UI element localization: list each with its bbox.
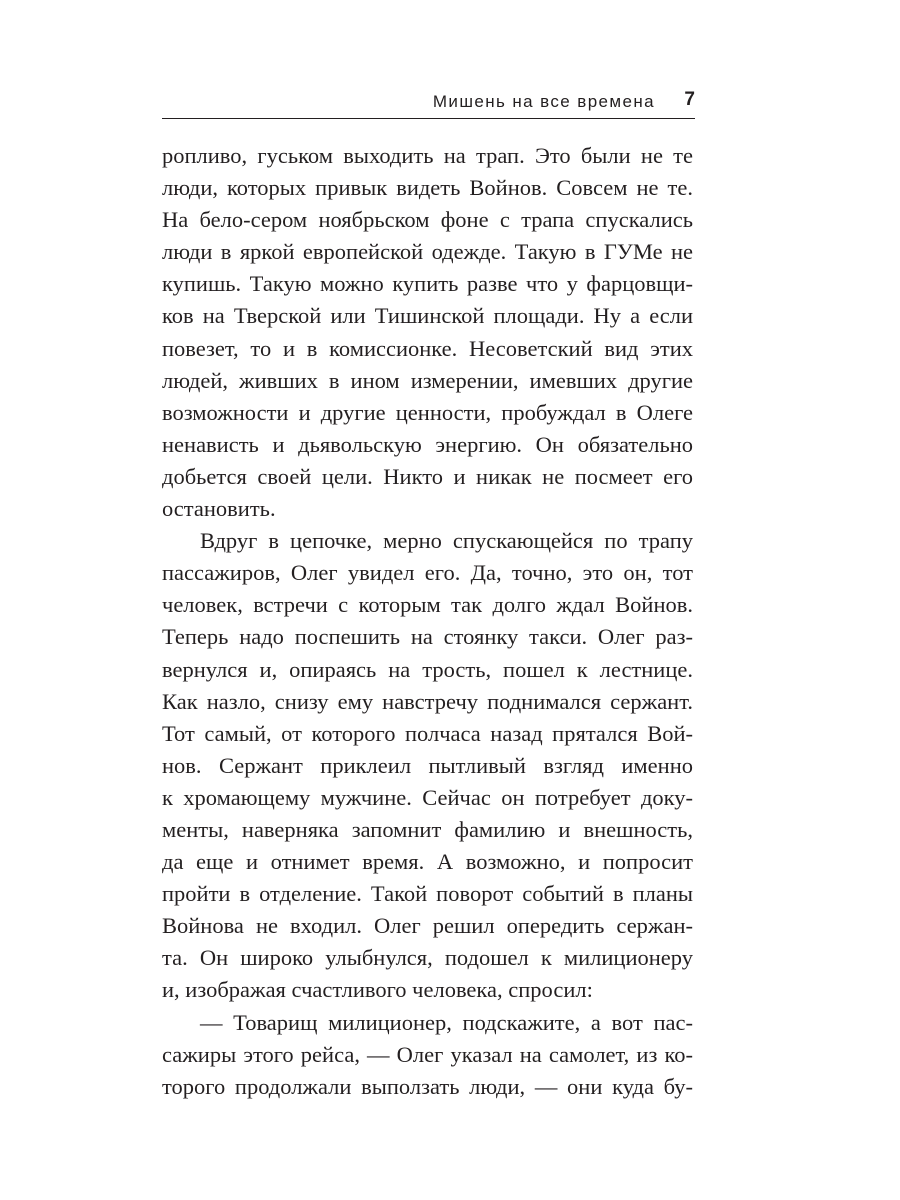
text-line: возможности и другие ценности, пробуждал в Олеге (162, 399, 693, 425)
text-line: На бело-сером ноябрьском фоне с трапа спускались (162, 207, 693, 233)
paragraph (162, 140, 693, 525)
text-line: остановить. (162, 496, 276, 522)
text-line: Вдруг в цепочке, мерно спускающейся по трапу (200, 528, 693, 554)
text-line: менты, наверняка запомнит фамилию и внешность, (162, 816, 693, 842)
text-line: Как назло, снизу ему навстречу поднимался сержант. (162, 688, 693, 714)
text-line: пройти в отделение. Такой поворот событий в планы (162, 881, 693, 907)
text-line: сажиры этого рейса, — Олег указал на самолет, из ко- (162, 1041, 693, 1067)
text-line: та. Он широко улыбнулся, подошел к милиционеру (162, 945, 693, 971)
text-line: ненависть и дьявольскую энергию. Он обязательно (162, 431, 693, 457)
running-title: Мишень на все времена (432, 92, 655, 111)
text-line: да еще и отнимет время. А возможно, и попросит (162, 849, 693, 875)
text-line: повезет, то и в комиссионке. Несоветский вид этих (162, 335, 693, 361)
text-line: люди, которых привык видеть Войнов. Совсем не те. (162, 175, 693, 201)
text-line: людей, живших в ином измерении, имевших другие (162, 367, 693, 393)
text-line: люди в яркой европейской одежде. Такую в ГУМе не (162, 239, 693, 265)
text-line: и, изображая счастливого человека, спросил: (162, 977, 593, 1003)
running-header (162, 88, 695, 119)
text-line: торого продолжали выползать люди, — они куда бу- (162, 1073, 693, 1099)
paragraph (162, 1007, 693, 1103)
text-line: ков на Тверской или Тишинской площади. Ну а если (162, 303, 693, 329)
text-line: вернулся и, опираясь на трость, пошел к лестнице. (162, 656, 693, 682)
text-line: пассажиров, Олег увидел его. Да, точно, это он, тот (162, 560, 693, 586)
text-line: Войнова не входил. Олег решил опередить сержан- (162, 913, 693, 939)
page-number: 7 (684, 89, 695, 110)
text-line: Теперь надо поспешить на стоянку такси. Олег раз- (162, 624, 693, 650)
text-line: Тот самый, от которого полчаса назад прятался Вой- (162, 720, 693, 746)
text-line: — Товарищ милиционер, подскажите, а вот пас- (200, 1009, 693, 1035)
text-line: добьется своей цели. Никто и никак не посмеет его (162, 463, 693, 489)
text-line: к хромающему мужчине. Сейчас он потребует доку- (162, 784, 693, 810)
text-line: нов. Сержант приклеил пытливый взгляд именно (162, 752, 693, 778)
text-line: человек, встречи с которым так долго ждал Войнов. (162, 592, 693, 618)
paragraph (162, 525, 693, 1006)
text-line: ропливо, гуськом выходить на трап. Это были не те (162, 143, 693, 168)
body-text (162, 140, 693, 1103)
text-line: купишь. Такую можно купить разве что у фарцовщи- (162, 271, 693, 297)
